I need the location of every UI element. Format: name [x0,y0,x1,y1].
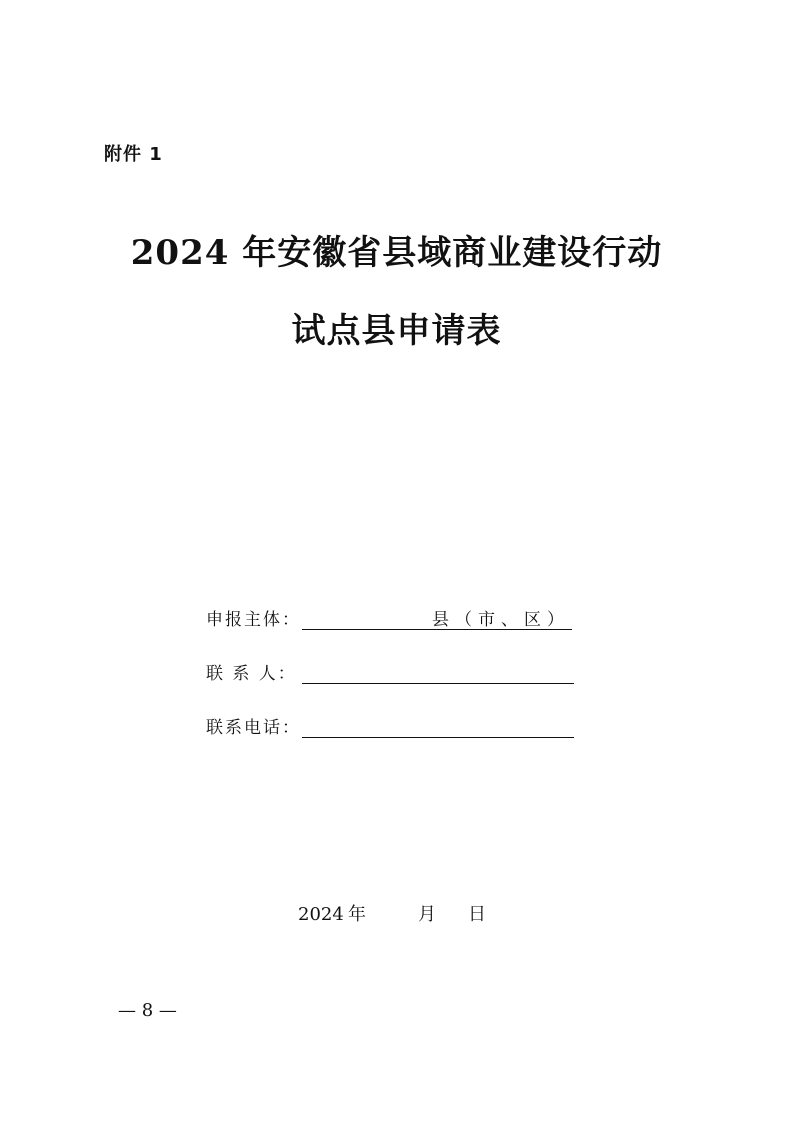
phone-row [206,713,574,767]
application-form [206,605,574,767]
page-number: — 8 — [118,1000,177,1021]
applicant-suffix: 县（市、区） [432,610,570,630]
date-year: 2024 [298,904,344,925]
contact-label: 联 系 人： [206,664,297,684]
applicant-field[interactable] [302,605,572,630]
document-title-line-2: 试点县申请表 [291,311,502,351]
date-month-unit: 月 [418,904,436,925]
date-year-unit: 年 [348,904,366,925]
phone-label: 联系电话： [206,718,301,738]
document-title-line-1: 2024 年安徽省县域商业建设行动 [130,233,663,273]
phone-field[interactable] [302,713,574,738]
attachment-label: 附件 1 [104,144,163,165]
applicant-row [206,605,574,659]
date-line [298,900,486,926]
contact-field[interactable] [302,659,574,684]
applicant-label: 申报主体： [206,610,301,630]
contact-row [206,659,574,713]
date-day-unit: 日 [468,904,486,925]
